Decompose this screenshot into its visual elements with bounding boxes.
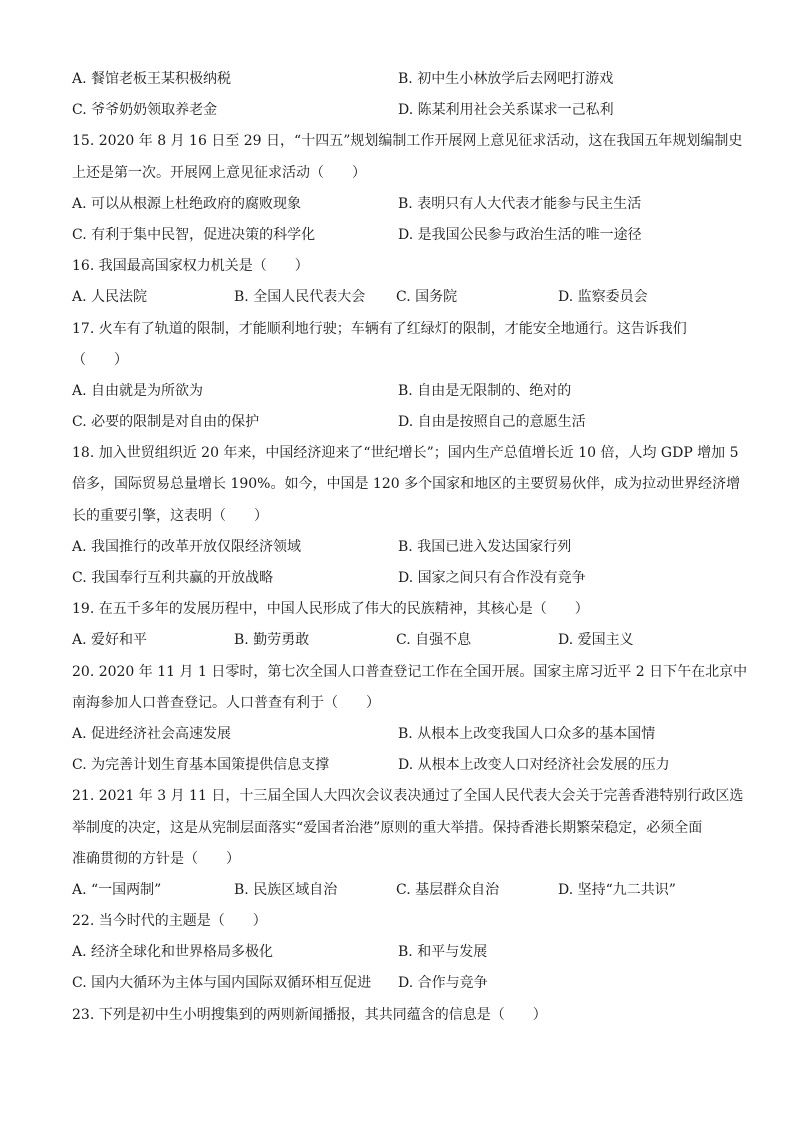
q20-options-row1 [72, 719, 732, 750]
q17-option-b: B. 自由是无限制的、绝对的 [398, 382, 572, 399]
q18-stem-line-1: 18. 加入世贸组织近 20 年来，中国经济迎来了“世纪增长”；国内生产总值增长近 10 倍，人均 GDP 增加 5 [72, 445, 739, 462]
q17-stem-line-2: （ ） [72, 351, 128, 368]
q17-options-row2 [72, 407, 732, 438]
q15-options-row2 [72, 220, 732, 251]
q21-stem-line-1: 21. 2021 年 3 月 11 日，十三届全国人大四次会议表决通过了全国人民代表大会关于完善香港特别行政区选 [72, 788, 744, 805]
q19-option-b: B. 勤劳勇敢 [234, 632, 310, 649]
q16-options-row [72, 282, 732, 313]
q20-options-row2 [72, 750, 732, 781]
q21-option-c: C. 基层群众自治 [396, 881, 500, 898]
q18-stem-line-3: 长的重要引擎，这表明（ ） [72, 507, 268, 524]
q15-stem-line-2: 上还是第一次。开展网上意见征求活动（ ） [72, 164, 366, 181]
q22-option-b: B. 和平与发展 [398, 944, 488, 961]
q21-option-d: D. 坚持“九二共识” [558, 881, 676, 898]
q14-option-c: C. 爷爷奶奶领取养老金 [72, 102, 218, 119]
q18-stem-line-2: 倍多，国际贸易总量增长 190%。如今，中国是 120 多个国家和地区的主要贸易伙伴，成为拉动世界经济增 [72, 476, 741, 493]
q20-stem-line-1: 20. 2020 年 11 月 1 日零时，第七次全国人口普查登记工作在全国开展。国家主席习近平 2 日下午在北京中 [72, 663, 748, 680]
q20-option-c: C. 为完善计划生育基本国策提供信息支撑 [72, 757, 330, 774]
q21-options-row [72, 875, 732, 906]
q18-option-c: C. 我国奉行互利共赢的开放战略 [72, 570, 274, 586]
q15-option-a: A. 可以从根源上杜绝政府的腐败现象 [72, 195, 302, 212]
q18-option-d: D. 国家之间只有合作没有竞争 [398, 570, 586, 586]
q19-option-a: A. 爱好和平 [72, 632, 148, 649]
q17-stem-line-1: 17. 火车有了轨道的限制，才能顺利地行驶；车辆有了红绿灯的限制，才能安全地通行。这告诉我们 [72, 320, 687, 337]
q14-options-row1 [72, 64, 732, 95]
exam-page [72, 64, 748, 1031]
q15-option-b: B. 表明只有人大代表才能参与民主生活 [398, 195, 642, 212]
q16-option-c: C. 国务院 [396, 289, 458, 306]
q17-option-c: C. 必要的限制是对自由的保护 [72, 414, 260, 431]
q22-stem-line-1: 22. 当今时代的主题是（ ） [72, 913, 267, 930]
q15-options-row1 [72, 189, 732, 220]
q19-options-row [72, 625, 732, 656]
q17-options-row1 [72, 376, 732, 407]
q18-option-b: B. 我国已进入发达国家行列 [398, 538, 572, 555]
q15-option-c: C. 有利于集中民智，促进决策的科学化 [72, 226, 316, 243]
q21-option-a: A. “一国两制” [72, 881, 162, 898]
q14-options-row2 [72, 95, 732, 126]
q14-option-b: B. 初中生小林放学后去网吧打游戏 [398, 71, 614, 87]
q15-option-d: D. 是我国公民参与政治生活的唯一途径 [398, 226, 642, 243]
q14-option-a: A. 餐馆老板王某积极纳税 [72, 71, 232, 87]
q16-option-b: B. 全国人民代表大会 [234, 289, 366, 306]
q19-stem-line-1: 19. 在五千多年的发展历程中，中国人民形成了伟大的民族精神，其核心是（ ） [72, 601, 589, 618]
q16-option-a: A. 人民法院 [72, 289, 148, 306]
q22-options-row2 [72, 968, 732, 999]
q21-stem-line-2: 举制度的决定，这是从宪制层面落实“爱国者治港”原则的重大举措。保持香港长期繁荣稳定，必须全面 [72, 819, 703, 836]
q20-option-b: B. 从根本上改变我国人口众多的基本国情 [398, 725, 656, 742]
q16-stem-line-1: 16. 我国最高国家权力机关是（ ） [72, 258, 309, 275]
q22-option-c: C. 国内大循环为主体与国内国际双循环相互促进 [72, 975, 372, 992]
q18-options-row1 [72, 532, 732, 563]
q23-stem-line-1: 23. 下列是初中生小明搜集到的两则新闻播报，其共同蕴含的信息是（ ） [72, 1006, 547, 1023]
q22-option-d: D. 合作与竞争 [398, 975, 488, 992]
q20-option-a: A. 促进经济社会高速发展 [72, 725, 232, 742]
q18-options-row2 [72, 563, 732, 594]
q21-stem-line-3: 准确贯彻的方针是（ ） [72, 850, 240, 867]
q19-option-c: C. 自强不息 [396, 632, 472, 649]
q22-option-a: A. 经济全球化和世界格局多极化 [72, 944, 274, 961]
q17-option-a: A. 自由就是为所欲为 [72, 382, 204, 399]
q22-options-row1 [72, 937, 732, 968]
q16-option-d: D. 监察委员会 [558, 289, 648, 306]
q15-stem-line-1: 15. 2020 年 8 月 16 日至 29 日，“十四五”规划编制工作开展网上意见征求活动，这在我国五年规划编制史 [72, 133, 743, 150]
q20-stem-line-2: 南海参加人口普查登记。人口普查有利于（ ） [72, 694, 380, 711]
q20-option-d: D. 从根本上改变人口对经济社会发展的压力 [398, 757, 670, 774]
q19-option-d: D. 爱国主义 [558, 632, 634, 649]
q18-option-a: A. 我国推行的改革开放仅限经济领域 [72, 538, 302, 555]
q17-option-d: D. 自由是按照自己的意愿生活 [398, 414, 586, 431]
q14-option-d: D. 陈某利用社会关系谋求一己私利 [398, 102, 614, 119]
q21-option-b: B. 民族区域自治 [234, 881, 338, 898]
